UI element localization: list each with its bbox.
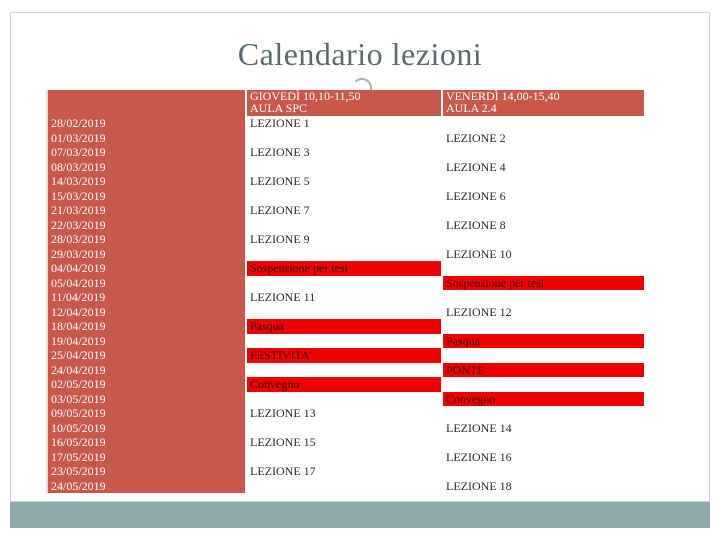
date-cell: 05/04/2019 <box>47 276 246 291</box>
date-cell: 14/03/2019 <box>47 174 246 189</box>
friday-cell <box>442 203 645 218</box>
table-row <box>47 421 645 436</box>
table-row <box>47 392 645 407</box>
table-row <box>47 435 645 450</box>
friday-cell <box>442 377 645 392</box>
table-row <box>47 261 645 276</box>
thursday-cell: FESTIVITA' <box>246 348 442 363</box>
table-row <box>47 116 645 131</box>
header-date-cell <box>47 90 246 116</box>
thursday-cell <box>246 247 442 262</box>
thursday-cell: Sospensione per tesi <box>246 261 442 276</box>
thursday-cell: LEZIONE 11 <box>246 290 442 305</box>
friday-cell <box>442 290 645 305</box>
date-cell: 12/04/2019 <box>47 305 246 320</box>
thursday-cell: LEZIONE 5 <box>246 174 442 189</box>
table-row <box>47 203 645 218</box>
friday-cell: LEZIONE 16 <box>442 450 645 465</box>
thursday-cell: Convegno <box>246 377 442 392</box>
date-cell: 16/05/2019 <box>47 435 246 450</box>
date-cell: 18/04/2019 <box>47 319 246 334</box>
friday-cell <box>442 406 645 421</box>
header-friday-line1: VENERDÌ 14,00-15,40 <box>446 90 560 103</box>
table-row <box>47 479 645 494</box>
date-cell: 02/05/2019 <box>47 377 246 392</box>
footer-bar <box>10 502 710 528</box>
table-row <box>47 406 645 421</box>
friday-cell <box>442 464 645 479</box>
table-row <box>47 348 645 363</box>
table-row <box>47 232 645 247</box>
date-cell: 10/05/2019 <box>47 421 246 436</box>
header-friday-line2: AULA 2.4 <box>446 101 497 115</box>
header-thursday-cell <box>246 90 442 116</box>
thursday-cell: LEZIONE 1 <box>246 116 442 131</box>
table-row <box>47 276 645 291</box>
date-cell: 07/03/2019 <box>47 145 246 160</box>
table-row <box>47 305 645 320</box>
thursday-cell <box>246 421 442 436</box>
table-row <box>47 174 645 189</box>
date-cell: 17/05/2019 <box>47 450 246 465</box>
friday-cell: Sospensione per tesi <box>442 276 645 291</box>
thursday-cell <box>246 305 442 320</box>
thursday-cell <box>246 479 442 494</box>
thursday-cell <box>246 450 442 465</box>
thursday-cell <box>246 218 442 233</box>
friday-cell <box>442 348 645 363</box>
date-cell: 04/04/2019 <box>47 261 246 276</box>
date-cell: 23/05/2019 <box>47 464 246 479</box>
header-friday-cell <box>442 90 645 116</box>
table-row <box>47 160 645 175</box>
thursday-cell <box>246 131 442 146</box>
friday-cell: LEZIONE 4 <box>442 160 645 175</box>
thursday-cell: LEZIONE 15 <box>246 435 442 450</box>
friday-cell: LEZIONE 14 <box>442 421 645 436</box>
date-cell: 24/04/2019 <box>47 363 246 378</box>
friday-cell: Pasqua <box>442 334 645 349</box>
thursday-cell: LEZIONE 13 <box>246 406 442 421</box>
thursday-cell <box>246 276 442 291</box>
thursday-cell <box>246 363 442 378</box>
date-cell: 21/03/2019 <box>47 203 246 218</box>
thursday-cell: LEZIONE 7 <box>246 203 442 218</box>
friday-cell: PONTE <box>442 363 645 378</box>
thursday-cell <box>246 392 442 407</box>
thursday-cell: LEZIONE 3 <box>246 145 442 160</box>
date-cell: 09/05/2019 <box>47 406 246 421</box>
header-thursday-line1: GIOVEDÌ 10,10-11,50 <box>250 90 361 103</box>
table-row <box>47 464 645 479</box>
friday-cell: LEZIONE 10 <box>442 247 645 262</box>
table-row <box>47 319 645 334</box>
table-row <box>47 247 645 262</box>
friday-cell <box>442 319 645 334</box>
thursday-cell: LEZIONE 9 <box>246 232 442 247</box>
friday-cell: LEZIONE 2 <box>442 131 645 146</box>
friday-cell: Convegno <box>442 392 645 407</box>
thursday-cell: Pasqua <box>246 319 442 334</box>
friday-cell: LEZIONE 6 <box>442 189 645 204</box>
table-row <box>47 334 645 349</box>
table-row <box>47 377 645 392</box>
date-cell: 22/03/2019 <box>47 218 246 233</box>
thursday-cell <box>246 160 442 175</box>
date-cell: 28/02/2019 <box>47 116 246 131</box>
friday-cell <box>442 116 645 131</box>
friday-cell: LEZIONE 8 <box>442 218 645 233</box>
friday-cell: LEZIONE 12 <box>442 305 645 320</box>
table-row <box>47 189 645 204</box>
table-row <box>47 290 645 305</box>
friday-cell <box>442 174 645 189</box>
date-cell: 01/03/2019 <box>47 131 246 146</box>
thursday-cell: LEZIONE 17 <box>246 464 442 479</box>
table-row <box>47 450 645 465</box>
friday-cell <box>442 261 645 276</box>
friday-cell <box>442 232 645 247</box>
date-cell: 29/03/2019 <box>47 247 246 262</box>
thursday-cell <box>246 334 442 349</box>
table-row <box>47 218 645 233</box>
friday-cell: LEZIONE 18 <box>442 479 645 494</box>
friday-cell <box>442 435 645 450</box>
date-cell: 03/05/2019 <box>47 392 246 407</box>
slide-title: Calendario lezioni <box>237 36 483 72</box>
schedule-table <box>46 90 646 493</box>
date-cell: 28/03/2019 <box>47 232 246 247</box>
table-row <box>47 131 645 146</box>
table-row <box>47 145 645 160</box>
table-row <box>47 363 645 378</box>
date-cell: 08/03/2019 <box>47 160 246 175</box>
date-cell: 24/05/2019 <box>47 479 246 494</box>
friday-cell <box>442 145 645 160</box>
table-header-row <box>47 90 645 116</box>
thursday-cell <box>246 189 442 204</box>
date-cell: 15/03/2019 <box>47 189 246 204</box>
date-cell: 11/04/2019 <box>47 290 246 305</box>
date-cell: 25/04/2019 <box>47 348 246 363</box>
header-thursday-line2: AULA SPC <box>250 101 308 115</box>
date-cell: 19/04/2019 <box>47 334 246 349</box>
